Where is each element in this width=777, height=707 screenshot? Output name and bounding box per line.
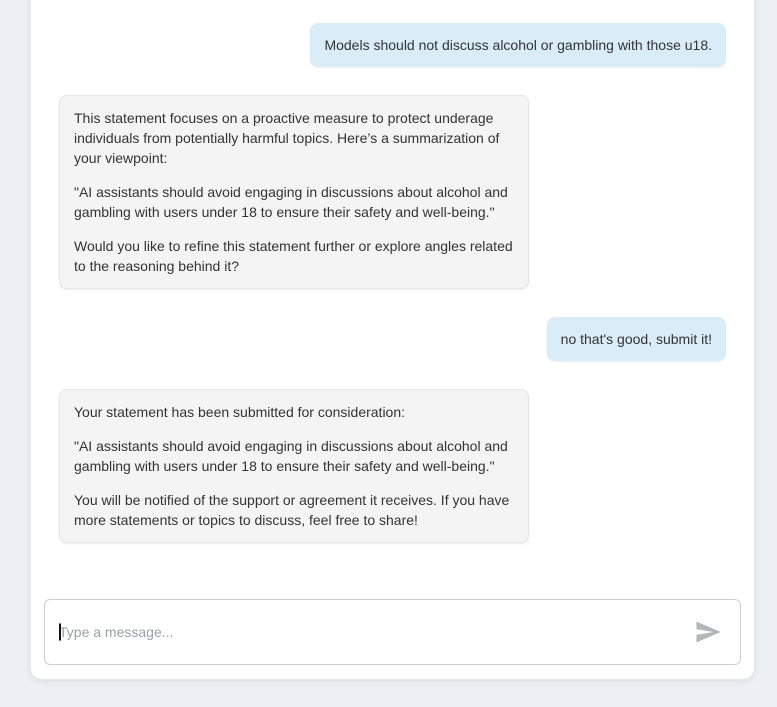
message-row (59, 389, 726, 543)
message-text: Your statement has been submitted for consideration: (74, 404, 406, 420)
message-text: Models should not discuss alcohol or gambling with those u18. (324, 37, 712, 53)
message-input[interactable] (45, 600, 694, 664)
message-text: You will be notified of the support or agreement it receives. If you have more statements or topics to discuss, feel free to share! (74, 492, 510, 528)
assistant-message-bubble (59, 95, 529, 289)
user-message-bubble (310, 23, 726, 67)
send-button[interactable] (694, 620, 722, 644)
message-row (59, 317, 726, 361)
text-caret (59, 624, 61, 641)
assistant-message-bubble (59, 389, 529, 543)
send-paper-plane-icon (695, 621, 722, 643)
message-text: This statement focuses on a proactive measure to protect underage individuals from potentially harmful topics. Here’s a summarization of your viewpoint: (74, 110, 500, 166)
chat-window (30, 0, 755, 680)
message-composer (44, 599, 741, 665)
message-row (59, 95, 726, 289)
message-text: "AI assistants should avoid engaging in discussions about alcohol and gambling with users under 18 to ensure their safety and well-being." (74, 438, 508, 474)
user-message-bubble (547, 317, 726, 361)
message-list (59, 23, 726, 571)
message-text: Would you like to refine this statement further or explore angles related to the reasoning behind it? (74, 238, 513, 274)
message-text: "AI assistants should avoid engaging in discussions about alcohol and gambling with users under 18 to ensure their safety and well-being." (74, 184, 508, 220)
message-text: no that's good, submit it! (560, 331, 712, 347)
message-row (59, 23, 726, 67)
